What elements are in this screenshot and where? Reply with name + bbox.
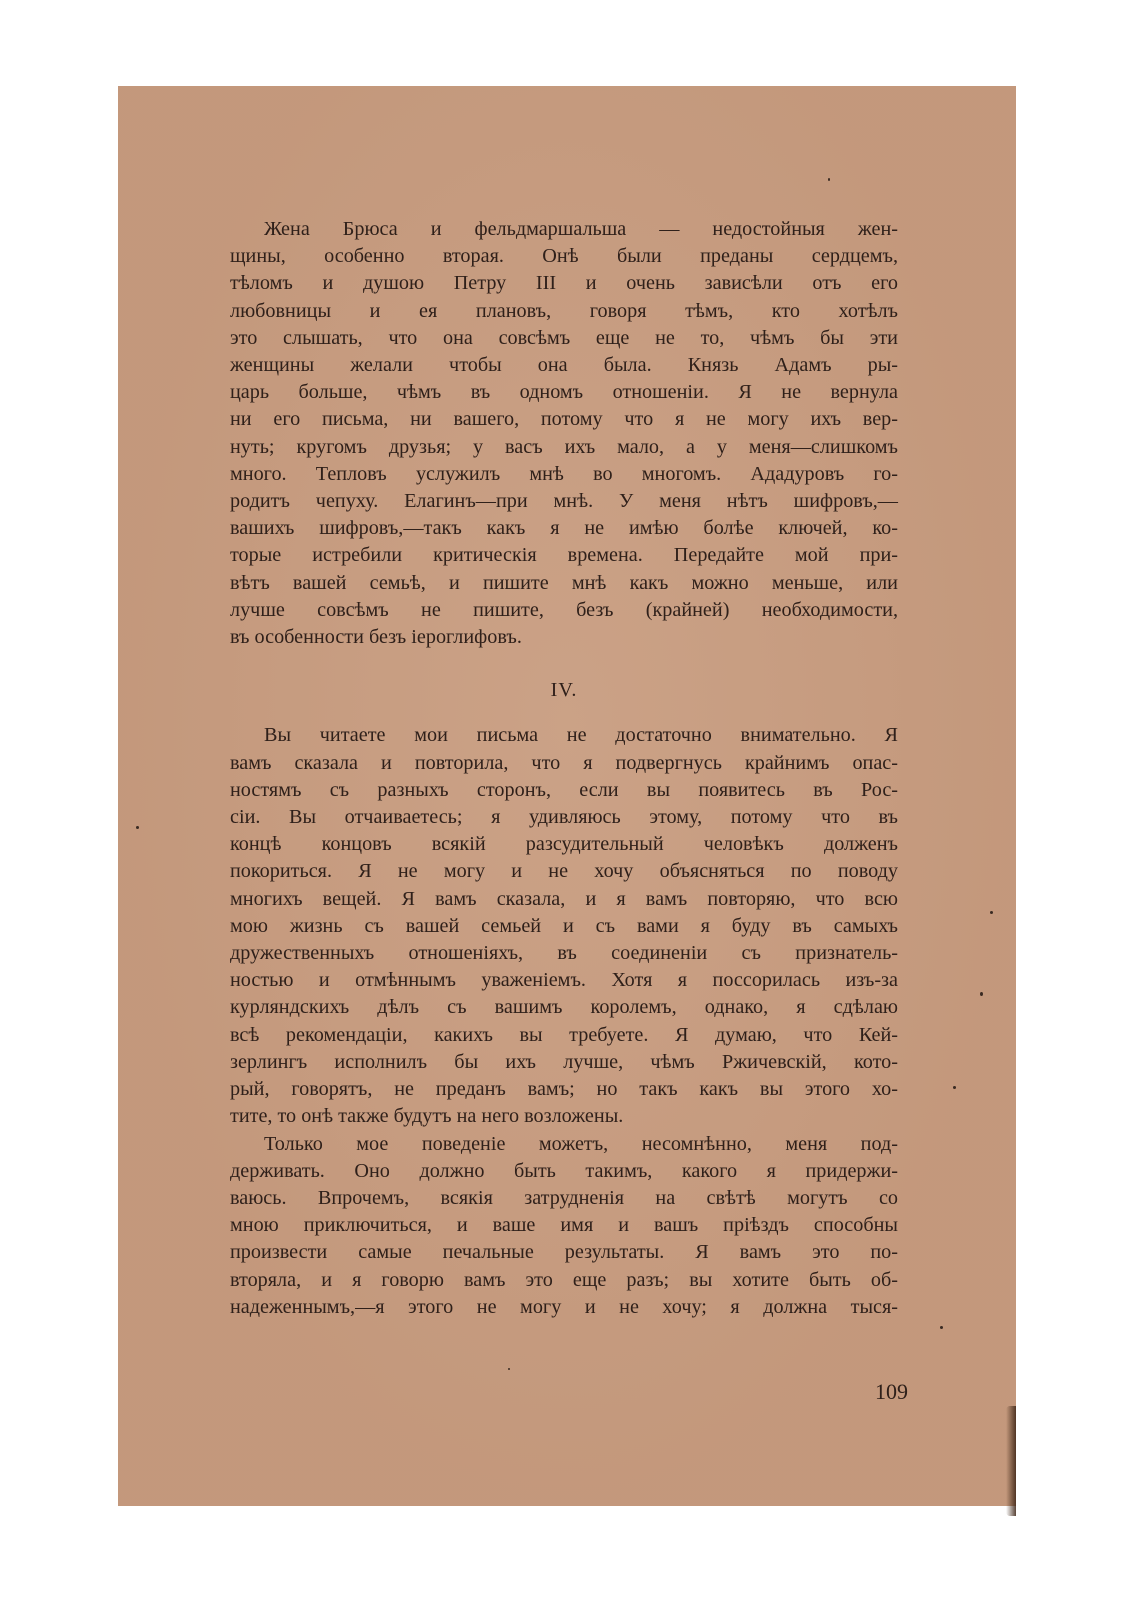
text-line: много. Тепловъ услужилъ мнѣ во многомъ. Ададуровъ го- — [230, 462, 898, 485]
text-line: вѣтъ вашей семьѣ, и пишите мнѣ какъ можно меньше, или — [230, 571, 898, 594]
dust-speck — [136, 826, 139, 829]
dust-speck — [940, 1326, 943, 1329]
text-line: Только мое поведеніе можетъ, несомнѣнно, меня под- — [264, 1132, 898, 1155]
dust-speck — [508, 1368, 510, 1370]
text-line: произвести самые печальные результаты. Я вамъ это по- — [230, 1241, 898, 1264]
text-line: курляндскихъ дѣлъ съ вашимъ королемъ, однако, я сдѣлаю — [230, 996, 898, 1019]
text-line: концѣ концовъ всякій разсудительный человѣкъ долженъ — [230, 833, 898, 856]
text-line: надеженнымъ,—я этого не могу и не хочу; я должна тыся- — [230, 1295, 898, 1318]
text-line: въ особенности безъ іероглифовъ. — [230, 626, 522, 649]
text-line: дружественныхъ отношеніяхъ, въ соединеніи съ признатель- — [230, 942, 898, 965]
text-line: многихъ вещей. Я вамъ сказала, и я вамъ повторяю, что всю — [230, 887, 898, 910]
paragraph-3 — [230, 1131, 898, 1321]
text-line: вамъ сказала и повторила, что я подвергнусь крайнимъ опас- — [230, 751, 898, 774]
text-line: сіи. Вы отчаиваетесь; я удивляюсь этому, потому что въ — [230, 806, 898, 829]
text-line: Вы читаете мои письма не достаточно внимательно. Я — [264, 724, 898, 747]
page-edge-shadow — [1006, 1406, 1016, 1516]
text-line: зерлингъ исполнилъ бы ихъ лучше, чѣмъ Ржичевскій, кото- — [230, 1050, 898, 1073]
paragraph-2 — [230, 722, 898, 1130]
text-line: вторяла, и я говорю вамъ это еще разъ; вы хотите быть об- — [230, 1268, 898, 1291]
text-line: женщины желали чтобы она была. Князь Адамъ ры- — [230, 354, 898, 377]
text-line: тите, то онѣ также будутъ на него возложены. — [230, 1105, 624, 1128]
dust-speck — [953, 1086, 956, 1089]
text-line: тѣломъ и душою Петру III и очень зависѣли отъ его — [230, 272, 898, 295]
text-line: вашихъ шифровъ,—такъ какъ я не имѣю болѣе ключей, ко- — [230, 517, 898, 540]
text-line: ни его письма, ни вашего, потому что я не могу ихъ вер- — [230, 408, 898, 431]
dust-speck — [828, 178, 830, 181]
scanned-page — [118, 86, 1016, 1506]
text-line: любовницы и ея плановъ, говоря тѣмъ, кто хотѣлъ — [230, 299, 898, 322]
text-line: рый, говорятъ, не преданъ вамъ; но такъ какъ вы этого хо- — [230, 1078, 898, 1101]
text-line: мою жизнь съ вашей семьей и съ вами я буду въ самыхъ — [230, 914, 898, 937]
text-line: нуть; кругомъ друзья; у васъ ихъ мало, а у меня—слишкомъ — [230, 435, 898, 458]
page-text — [230, 216, 898, 1321]
text-line: родитъ чепуху. Елагинъ—при мнѣ. У меня нѣтъ шифровъ,— — [230, 490, 898, 513]
text-line: держивать. Оно должно быть такимъ, какого я придержи- — [230, 1159, 898, 1182]
paragraph-1 — [230, 216, 898, 651]
text-line: щины, особенно вторая. Онѣ были преданы сердцемъ, — [230, 245, 898, 268]
text-line: всѣ рекомендаціи, какихъ вы требуете. Я думаю, что Кей- — [230, 1023, 898, 1046]
text-line: торые истребили критическія времена. Передайте мой при- — [230, 544, 898, 567]
section-heading: IV. — [550, 679, 578, 702]
text-line: это слышать, что она совсѣмъ еще не то, чѣмъ бы эти — [230, 326, 898, 349]
text-line: ностямъ съ разныхъ сторонъ, если вы появитесь въ Рос- — [230, 778, 898, 801]
page-number: 109 — [875, 1379, 908, 1404]
dust-speck — [980, 992, 983, 996]
text-line: покориться. Я не могу и не хочу объясняться по поводу — [230, 860, 898, 883]
text-line: царь больше, чѣмъ въ одномъ отношеніи. Я не вернула — [230, 381, 898, 404]
text-line: мною приключиться, и ваше имя и вашъ пріѣздъ способны — [230, 1214, 898, 1237]
dust-speck — [990, 911, 993, 914]
text-line: Жена Брюса и фельдмаршальша — недостойныя жен- — [264, 218, 898, 240]
text-line: ностью и отмѣннымъ уваженіемъ. Хотя я поссорилась изъ-за — [230, 969, 898, 992]
text-line: лучше совсѣмъ не пишите, безъ (крайней) необходимости, — [230, 598, 898, 621]
text-line: ваюсь. Впрочемъ, всякія затрудненія на свѣтѣ могутъ со — [230, 1186, 898, 1209]
